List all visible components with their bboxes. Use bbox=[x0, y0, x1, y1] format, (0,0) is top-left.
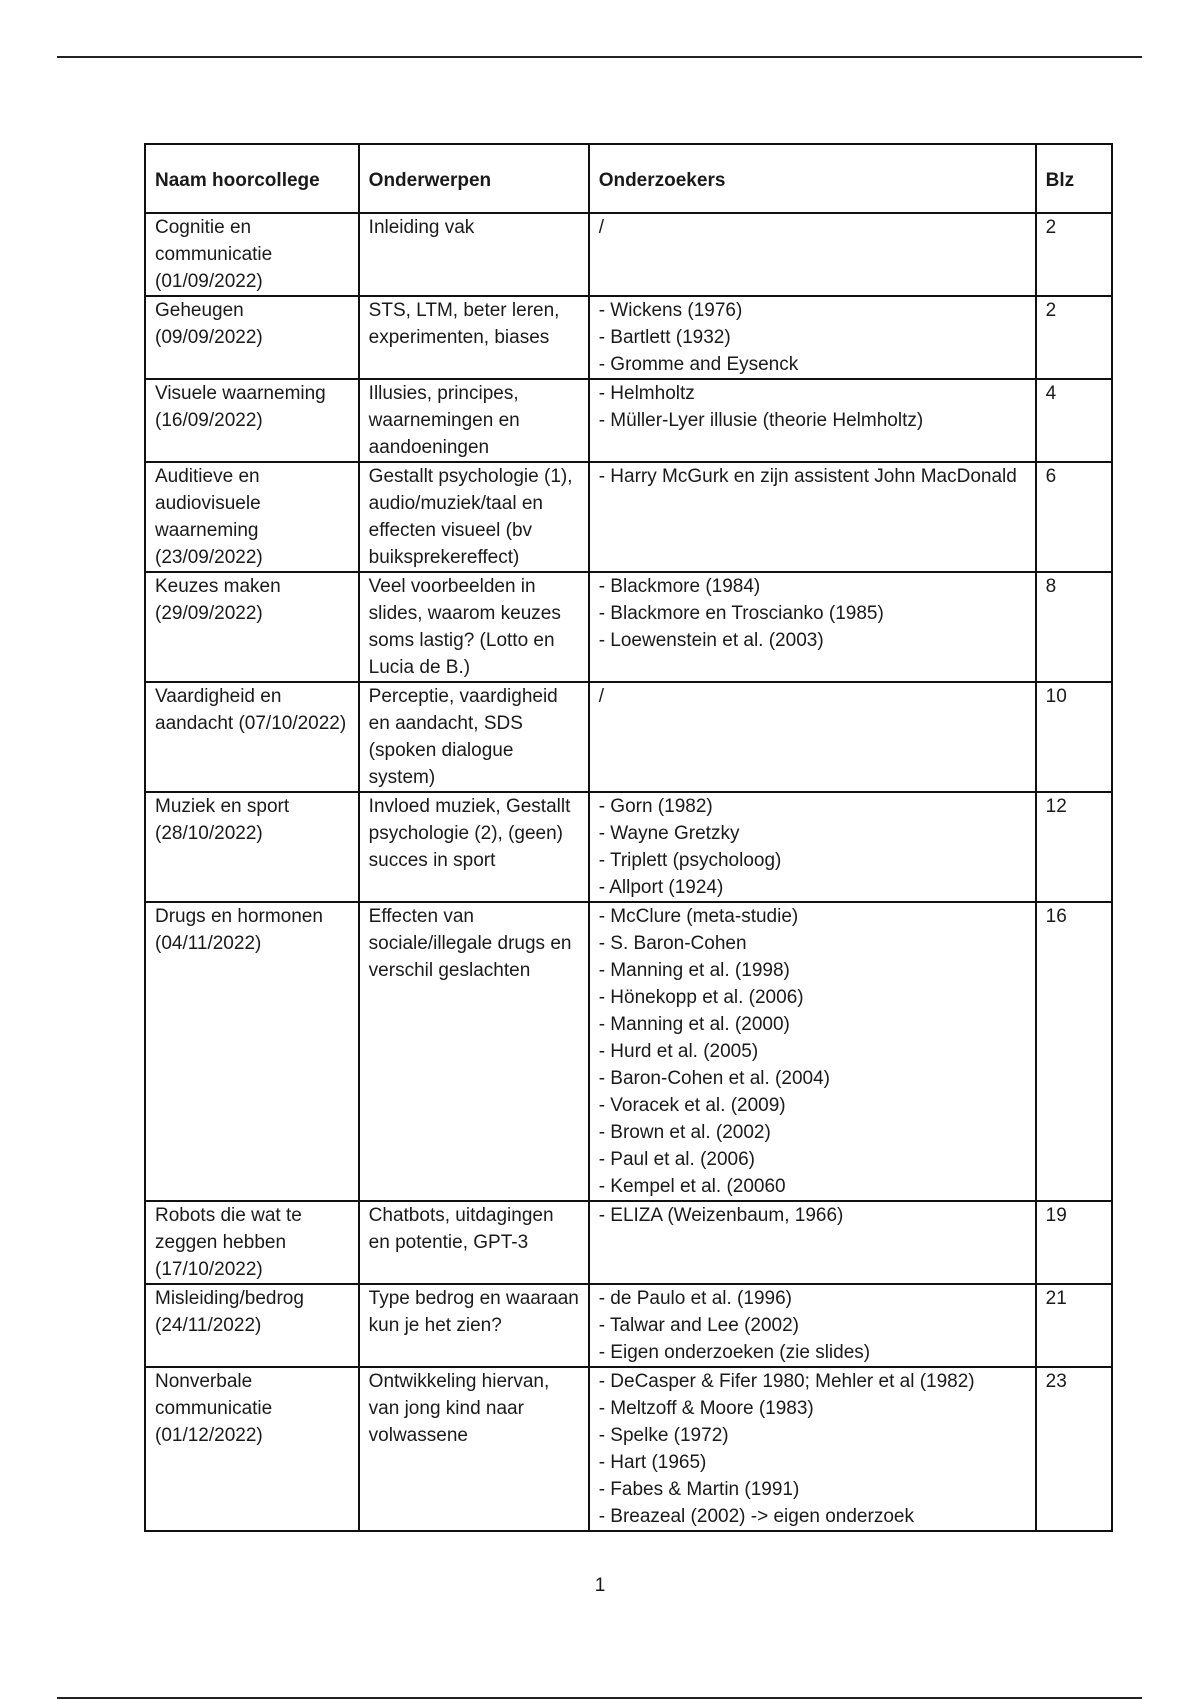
cell-onderzoekers bbox=[589, 296, 1036, 379]
researcher-entry: - Hönekopp et al. (2006) bbox=[598, 987, 804, 1008]
cell-onderzoekers bbox=[589, 1201, 1036, 1284]
researcher-entry: - Blackmore en Troscianko (1985) bbox=[598, 603, 884, 624]
cell-naam-hoorcollege: Auditieve en audiovisuele waarneming (23/09/2022) bbox=[145, 462, 359, 572]
cell-onderzoekers bbox=[589, 379, 1036, 462]
cell-onderwerpen: Perceptie, vaardigheid en aandacht, SDS (spoken dialogue system) bbox=[359, 682, 589, 792]
table-row bbox=[145, 902, 1112, 1201]
cell-naam-hoorcollege: Keuzes maken (29/09/2022) bbox=[145, 572, 359, 682]
header-onderzoekers: Onderzoekers bbox=[589, 144, 1036, 213]
page-number: 1 bbox=[594, 1575, 606, 1596]
researcher-entry: - ELIZA (Weizenbaum, 1966) bbox=[598, 1205, 844, 1226]
lecture-overview-table bbox=[144, 143, 1113, 1532]
cell-onderzoekers bbox=[589, 682, 1036, 792]
researcher-entry: - Hart (1965) bbox=[598, 1452, 707, 1473]
cell-naam-hoorcollege: Drugs en hormonen (04/11/2022) bbox=[145, 902, 359, 1201]
cell-onderzoekers bbox=[589, 1284, 1036, 1367]
cell-onderwerpen: STS, LTM, beter leren, experimenten, biases bbox=[359, 296, 589, 379]
table-row bbox=[145, 1201, 1112, 1284]
header-rule bbox=[57, 56, 1142, 58]
cell-blz: 8 bbox=[1036, 572, 1112, 682]
researcher-entry: - Allport (1924) bbox=[598, 877, 724, 898]
table-row bbox=[145, 792, 1112, 902]
cell-naam-hoorcollege: Robots die wat te zeggen hebben (17/10/2022) bbox=[145, 1201, 359, 1284]
researcher-entry: - Fabes & Martin (1991) bbox=[598, 1479, 800, 1500]
cell-naam-hoorcollege: Misleiding/bedrog (24/11/2022) bbox=[145, 1284, 359, 1367]
table-row bbox=[145, 379, 1112, 462]
researcher-entry: - Manning et al. (2000) bbox=[598, 1014, 790, 1035]
cell-naam-hoorcollege: Vaardigheid en aandacht (07/10/2022) bbox=[145, 682, 359, 792]
researcher-entry: - Triplett (psycholoog) bbox=[598, 850, 782, 871]
cell-onderwerpen: Invloed muziek, Gestallt psychologie (2), (geen) succes in sport bbox=[359, 792, 589, 902]
researcher-entry: / bbox=[598, 217, 604, 238]
researcher-entry: / bbox=[598, 686, 604, 707]
cell-onderzoekers bbox=[589, 213, 1036, 296]
cell-blz: 2 bbox=[1036, 213, 1112, 296]
cell-onderwerpen: Effecten van sociale/illegale drugs en verschil geslachten bbox=[359, 902, 589, 1201]
cell-blz: 10 bbox=[1036, 682, 1112, 792]
researcher-entry: - Talwar and Lee (2002) bbox=[598, 1315, 800, 1336]
researcher-entry: - Gromme and Eysenck bbox=[598, 354, 799, 375]
cell-blz: 16 bbox=[1036, 902, 1112, 1201]
cell-blz: 21 bbox=[1036, 1284, 1112, 1367]
table-row bbox=[145, 213, 1112, 296]
table-row bbox=[145, 572, 1112, 682]
cell-onderwerpen: Ontwikkeling hiervan, van jong kind naar volwassene bbox=[359, 1367, 589, 1531]
researcher-entry: - Paul et al. (2006) bbox=[598, 1149, 755, 1170]
cell-naam-hoorcollege: Visuele waarneming (16/09/2022) bbox=[145, 379, 359, 462]
cell-blz: 6 bbox=[1036, 462, 1112, 572]
table-row bbox=[145, 462, 1112, 572]
cell-blz: 23 bbox=[1036, 1367, 1112, 1531]
researcher-entry: - Breazeal (2002) -> eigen onderzoek bbox=[598, 1506, 914, 1527]
researcher-entry: - McClure (meta-studie) bbox=[598, 906, 799, 927]
header-naam-hoorcollege: Naam hoorcollege bbox=[145, 144, 359, 213]
cell-onderwerpen: Inleiding vak bbox=[359, 213, 589, 296]
header-blz: Blz bbox=[1036, 144, 1112, 213]
cell-naam-hoorcollege: Muziek en sport (28/10/2022) bbox=[145, 792, 359, 902]
researcher-entry: - Baron-Cohen et al. (2004) bbox=[598, 1068, 830, 1089]
researcher-entry: - Voracek et al. (2009) bbox=[598, 1095, 786, 1116]
researcher-entry: - Wayne Gretzky bbox=[598, 823, 740, 844]
cell-blz: 2 bbox=[1036, 296, 1112, 379]
researcher-entry: - Manning et al. (1998) bbox=[598, 960, 790, 981]
researcher-entry: - Harry McGurk en zijn assistent John MacDonald bbox=[598, 466, 1017, 487]
researcher-entry: - Spelke (1972) bbox=[598, 1425, 729, 1446]
cell-onderzoekers bbox=[589, 902, 1036, 1201]
cell-onderzoekers bbox=[589, 572, 1036, 682]
table-body bbox=[145, 213, 1112, 1531]
footer-rule bbox=[57, 1697, 1142, 1699]
researcher-entry: - Loewenstein et al. (2003) bbox=[598, 630, 824, 651]
table-row bbox=[145, 1284, 1112, 1367]
cell-blz: 19 bbox=[1036, 1201, 1112, 1284]
table-header-row bbox=[145, 144, 1112, 213]
researcher-entry: - Bartlett (1932) bbox=[598, 327, 731, 348]
researcher-entry: - Hurd et al. (2005) bbox=[598, 1041, 759, 1062]
table-row bbox=[145, 682, 1112, 792]
cell-blz: 12 bbox=[1036, 792, 1112, 902]
header-onderwerpen: Onderwerpen bbox=[359, 144, 589, 213]
cell-onderzoekers bbox=[589, 1367, 1036, 1531]
cell-onderwerpen: Illusies, principes, waarnemingen en aandoeningen bbox=[359, 379, 589, 462]
researcher-entry: - Helmholtz bbox=[598, 383, 695, 404]
researcher-entry: - Kempel et al. (20060 bbox=[598, 1176, 786, 1197]
table-row bbox=[145, 1367, 1112, 1531]
researcher-entry: - Müller-Lyer illusie (theorie Helmholtz) bbox=[598, 410, 924, 431]
researcher-entry: - Blackmore (1984) bbox=[598, 576, 761, 597]
researcher-entry: - DeCasper & Fifer 1980; Mehler et al (1982) bbox=[598, 1371, 975, 1392]
researcher-entry: - Meltzoff & Moore (1983) bbox=[598, 1398, 814, 1419]
cell-onderwerpen: Gestallt psychologie (1), audio/muziek/taal en effecten visueel (bv buiksprekereffect) bbox=[359, 462, 589, 572]
cell-onderwerpen: Veel voorbeelden in slides, waarom keuzes soms lastig? (Lotto en Lucia de B.) bbox=[359, 572, 589, 682]
table-row bbox=[145, 296, 1112, 379]
researcher-entry: - Wickens (1976) bbox=[598, 300, 743, 321]
cell-naam-hoorcollege: Geheugen (09/09/2022) bbox=[145, 296, 359, 379]
researcher-entry: - de Paulo et al. (1996) bbox=[598, 1288, 792, 1309]
cell-onderwerpen: Type bedrog en waaraan kun je het zien? bbox=[359, 1284, 589, 1367]
cell-onderzoekers bbox=[589, 792, 1036, 902]
cell-onderzoekers bbox=[589, 462, 1036, 572]
cell-naam-hoorcollege: Nonverbale communicatie (01/12/2022) bbox=[145, 1367, 359, 1531]
researcher-entry: - Gorn (1982) bbox=[598, 796, 713, 817]
researcher-entry: - S. Baron-Cohen bbox=[598, 933, 747, 954]
researcher-entry: - Brown et al. (2002) bbox=[598, 1122, 771, 1143]
researcher-entry: - Eigen onderzoeken (zie slides) bbox=[598, 1342, 871, 1363]
cell-naam-hoorcollege: Cognitie en communicatie (01/09/2022) bbox=[145, 213, 359, 296]
cell-blz: 4 bbox=[1036, 379, 1112, 462]
cell-onderwerpen: Chatbots, uitdagingen en potentie, GPT-3 bbox=[359, 1201, 589, 1284]
